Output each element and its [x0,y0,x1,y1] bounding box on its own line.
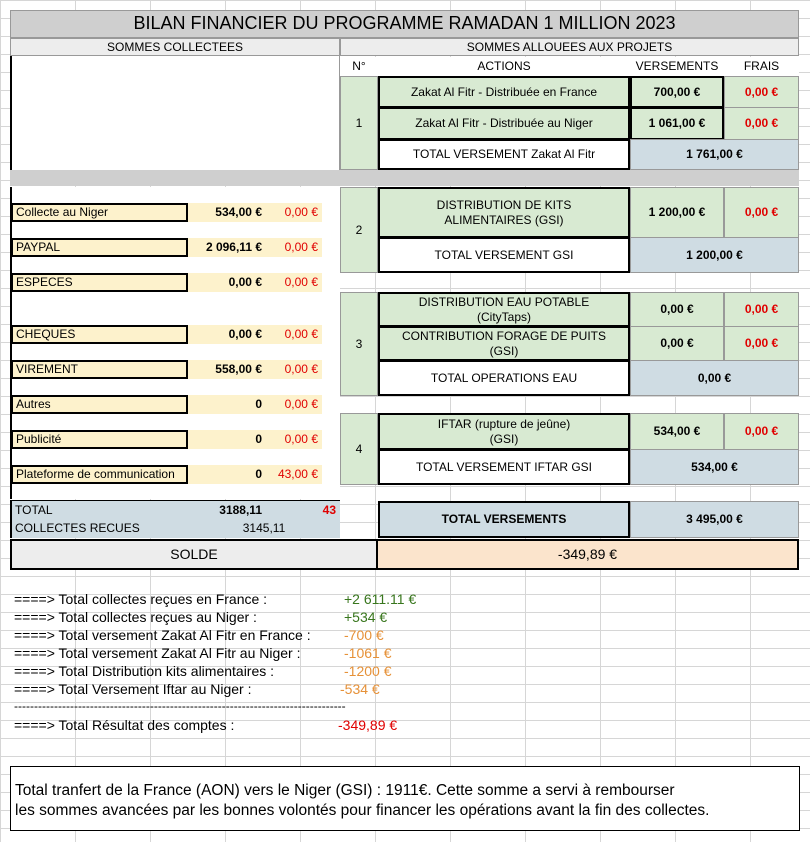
collecte-amount: 0,00 € [188,325,266,344]
right-section-header: SOMMES ALLOUEES AUX PROJETS [340,38,799,56]
resultat-label: ====> Total Résultat des comptes : [14,717,235,733]
col-header-versements: VERSEMENTS [630,57,724,76]
group-total-amount: 1 761,00 € [630,139,799,170]
summary-label: ====> Total Versement Iftar au Niger : [14,681,252,697]
action-amount: 534,00 € [630,413,724,450]
collecte-fee: 0,00 € [266,203,322,222]
group-total-label: TOTAL VERSEMENT Zakat Al Fitr [378,139,630,170]
collecte-label: Collecte au Niger [11,203,188,222]
resultat-value: -349,89 € [338,717,398,733]
collecte-amount: 558,00 € [188,360,266,379]
left-section-header: SOMMES COLLECTEES [10,38,340,56]
note-line-2: les sommes avancées par les bonnes volontés pour financer les opérations avant la fin des collectes. [15,802,710,819]
summary-value: -700 € [344,627,384,643]
collecte-label: Plateforme de communication [11,465,188,484]
total-versements-label: TOTAL VERSEMENTS [378,501,630,538]
summary-label: ====> Total collectes reçues au Niger : [14,609,257,625]
total-versements-amount: 3 495,00 € [630,501,799,538]
total-fee: 43 [266,500,340,519]
group-total-amount: 1 200,00 € [630,237,799,273]
collecte-label: Autres [11,395,188,414]
action-label: DISTRIBUTION EAU POTABLE (CityTaps) [378,292,630,327]
solde-amount: -349,89 € [378,539,799,570]
collecte-amount: 2 096,11 € [188,238,266,257]
collectes-recues-amount: 3145,11 [188,519,340,538]
summary-label: ====> Total Distribution kits alimentaires : [14,663,275,679]
action-fee: 0,00 € [724,187,799,238]
collecte-amount: 534,00 € [188,203,266,222]
action-label: IFTAR (rupture de jeûne) (GSI) [378,413,630,450]
collecte-fee: 43,00 € [266,465,322,484]
group-total-label: TOTAL VERSEMENT GSI [378,237,630,273]
collecte-label: ESPECES [11,273,188,292]
collecte-label: VIREMENT [11,360,188,379]
collecte-fee: 0,00 € [266,360,322,379]
group-number: 4 [340,413,378,485]
collecte-label: PAYPAL [11,238,188,257]
action-fee: 0,00 € [724,107,799,140]
summary-value: +534 € [344,609,388,625]
collecte-amount: 0 [188,395,266,414]
action-amount: 1 200,00 € [630,187,724,238]
total-amount: 3188,11 [188,500,266,519]
col-header-actions: ACTIONS [378,57,630,76]
action-amount: 1 061,00 € [630,107,724,140]
note-box [10,766,800,831]
action-fee: 0,00 € [724,76,799,108]
summary-value: +2 611.11 € [344,591,417,607]
action-fee: 0,00 € [724,292,799,327]
collecte-fee: 0,00 € [266,273,322,292]
note-line-1: Total tranfert de la France (AON) vers le Niger (GSI) : 1911€. Cette somme a servi à rembourser [15,782,675,799]
group-number: 2 [340,187,378,273]
action-amount: 700,00 € [630,76,724,108]
summary-label: ====> Total collectes reçues en France : [14,591,268,607]
group-number: 3 [340,292,378,396]
left-table-frame [10,56,340,170]
collecte-label: Publicité [11,430,188,449]
group-total-amount: 534,00 € [630,449,799,485]
action-fee: 0,00 € [724,326,799,361]
col-header-num: N° [340,57,378,76]
collecte-label: CHEQUES [11,325,188,344]
page-title: BILAN FINANCIER DU PROGRAMME RAMADAN 1 MILLION 2023 [10,10,799,38]
action-label: CONTRIBUTION FORAGE DE PUITS (GSI) [378,326,630,361]
summary-value: -534 € [340,681,380,697]
solde-label: SOLDE [10,539,378,570]
collecte-fee: 0,00 € [266,238,322,257]
separator-line: ----------------------------------------------------------------------------------- [14,699,346,713]
action-amount: 0,00 € [630,326,724,361]
summary-value: -1061 € [344,645,392,661]
group-total-label: TOTAL VERSEMENT IFTAR GSI [378,449,630,485]
collecte-amount: 0,00 € [188,273,266,292]
collectes-recues-label: COLLECTES RECUES [10,519,188,538]
collecte-amount: 0 [188,430,266,449]
action-fee: 0,00 € [724,413,799,450]
action-label: Zakat Al Fitr - Distribuée au Niger [378,107,630,140]
action-amount: 0,00 € [630,292,724,327]
total-label: TOTAL [10,500,188,519]
collecte-fee: 0,00 € [266,395,322,414]
summary-label: ====> Total versement Zakat Al Fitr en France : [14,627,311,643]
col-header-frais-right: FRAIS [724,57,799,76]
summary-label: ====> Total versement Zakat Al Fitr au Niger : [14,645,301,661]
group-total-label: TOTAL OPERATIONS EAU [378,360,630,396]
action-label: DISTRIBUTION DE KITS ALIMENTAIRES (GSI) [378,187,630,238]
section-spacer [10,170,799,186]
group-number: 1 [340,76,378,170]
group-total-amount: 0,00 € [630,360,799,396]
summary-value: -1200 € [344,663,392,679]
collecte-fee: 0,00 € [266,325,322,344]
collecte-fee: 0,00 € [266,430,322,449]
action-label: Zakat Al Fitr - Distribuée en France [378,76,630,108]
collecte-amount: 0 [188,465,266,484]
